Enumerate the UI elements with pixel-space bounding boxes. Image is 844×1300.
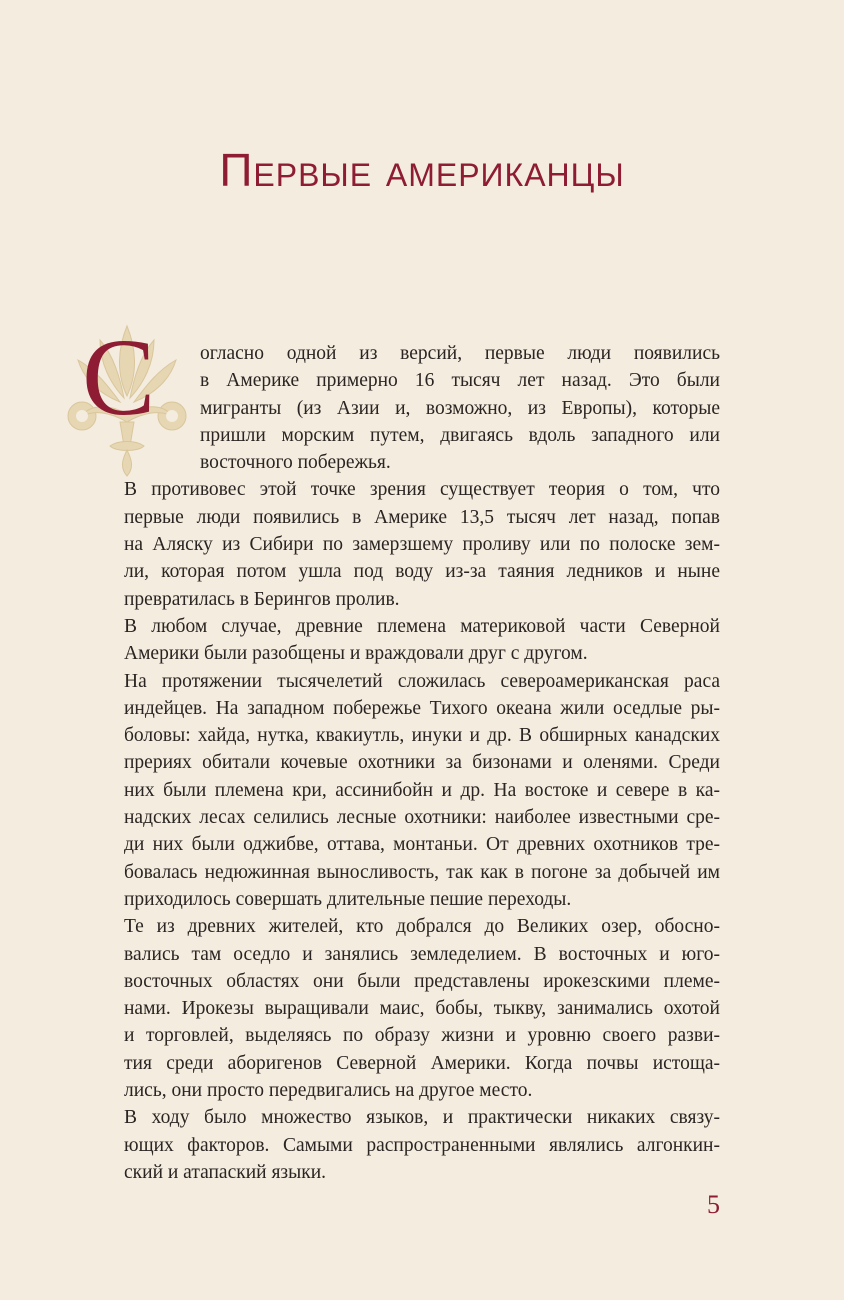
text-line: них были племена кри, ассинибойн и др. На востоке и севере в ка- <box>124 779 720 801</box>
text-line: ли, которая потом ушла под воду из-за таяния ледников и ныне <box>124 561 720 583</box>
text-line: вались там оседло и занялись земледелием. В восточных и юго- <box>124 943 720 965</box>
text-line: Те из древних жителей, кто добрался до Великих озер, обосно- <box>124 916 720 938</box>
text-line: превратилась в Берингов пролив. <box>124 588 400 610</box>
paragraph <box>124 1104 720 1186</box>
text-line: мигранты (из Азии и, возможно, из Европы), которые <box>200 397 720 419</box>
text-line: первые люди появились в Америке 13,5 тысяч лет назад, попав <box>124 506 720 528</box>
text-line: пришли морским путем, двигаясь вдоль западного или <box>200 424 720 446</box>
paragraph <box>124 476 720 612</box>
text-line: лись, они просто передвигались на другое место. <box>124 1080 533 1102</box>
text-line: ющих факторов. Самыми распространенными являлись алгонкин- <box>124 1134 720 1156</box>
text-line: Америки были разобщены и враждовали друг с другом. <box>124 643 588 665</box>
text-line: огласно одной из версий, первые люди появились <box>200 343 720 364</box>
text-line: ский и атапаский языки. <box>124 1161 327 1183</box>
text-line: приходилось совершать длительные пешие переходы. <box>124 888 572 910</box>
text-line: восточного побережья. <box>200 452 391 474</box>
text-line: ди них были оджибве, оттава, монтаньи. От древних охотников тре- <box>124 834 720 856</box>
text-line: бовалась недюжинная выносливость, так как в погоне за добычей им <box>124 861 720 883</box>
text-line: На протяжении тысячелетий сложилась североамериканская раса <box>124 670 720 692</box>
text-line: В противовес этой точке зрения существует теория о том, что <box>124 479 720 501</box>
text-line: восточных областях они были представлены ирокезскими племе- <box>124 970 720 992</box>
text-line: прериях обитали кочевые охотники за бизонами и оленями. Среди <box>124 752 720 774</box>
chapter-title: Первые американцы <box>219 143 625 196</box>
text-line: и торговлей, выделяясь по образу жизни и уровню своего разви- <box>124 1025 720 1047</box>
paragraph <box>124 340 720 476</box>
text-line: индейцев. На западном побережье Тихого океана жили оседлые ры- <box>124 697 720 719</box>
text-line: В любом случае, древние племена материковой части Северной <box>124 615 720 637</box>
text-line: нами. Ирокезы выращивали маис, бобы, тыкву, занимались охотой <box>124 998 720 1020</box>
text-line: на Аляску из Сибири по замерзшему проливу или по полоске зем- <box>124 534 720 556</box>
text-line: в Америке примерно 16 тысяч лет назад. Это были <box>200 370 720 392</box>
drop-cap-letter: С <box>82 316 156 438</box>
paragraph <box>124 913 720 1104</box>
paragraph <box>124 668 720 914</box>
text-line: надских лесах селились лесные охотники: наиболее известными сре- <box>124 807 720 829</box>
text-line: В ходу было множество языков, и практически никаких связу- <box>124 1107 720 1129</box>
text-line: тия среди аборигенов Северной Америки. Когда почвы истоща- <box>124 1052 720 1074</box>
text-line: боловы: хайда, нутка, квакиутль, инуки и др. В обширных канадских <box>124 725 720 747</box>
body-text <box>124 340 720 1186</box>
paragraph <box>124 613 720 668</box>
page-number: 5 <box>707 1190 720 1219</box>
